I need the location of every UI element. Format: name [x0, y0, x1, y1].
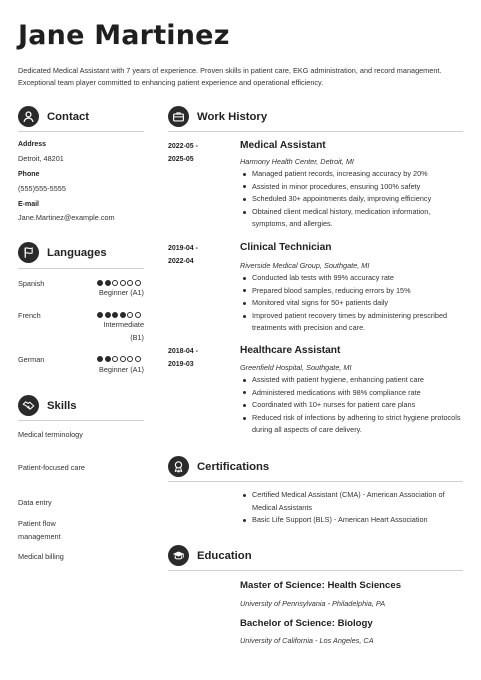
job-bullet: Assisted with patient hygiene, enhancing patient care — [240, 374, 465, 387]
skills-section-header — [18, 395, 77, 416]
contact-divider — [18, 131, 144, 132]
certification-list — [240, 489, 465, 527]
job-date-start: 2018-04 - — [168, 348, 198, 355]
job-date-start: 2019-04 - — [168, 245, 198, 252]
rating-dot-empty — [120, 280, 126, 286]
job-bullet: Conducted lab tests with 99% accuracy rate — [240, 272, 465, 285]
job-bullets — [240, 168, 465, 231]
language-rating — [97, 356, 141, 362]
ribbon-icon — [168, 456, 189, 477]
languages-divider — [18, 268, 144, 269]
rating-dot-filled — [112, 312, 118, 318]
job-bullet: Improved patient recovery times by administering prescribed treatments with precision and care. — [240, 310, 465, 335]
skill-item: Patient-focused care — [18, 463, 85, 472]
certification-item: Basic Life Support (BLS) - American Heart Association — [240, 514, 465, 527]
certifications-title: Certifications — [197, 460, 270, 473]
job-bullet: Managed patient records, increasing accuracy by 20% — [240, 168, 465, 181]
job-bullet: Prepared blood samples, reducing errors by 15% — [240, 285, 465, 298]
email-value[interactable]: Jane.Martinez@example.com — [18, 213, 115, 222]
job-bullets — [240, 272, 465, 335]
contact-title: Contact — [47, 110, 90, 123]
job-company: Harmony Health Center, Detroit, MI — [240, 157, 354, 166]
education-school: University of Pennsylvania - Philadelphia, PA — [240, 599, 386, 608]
rating-dot-empty — [112, 356, 118, 362]
education-school: University of California - Los Angeles, CA — [240, 636, 374, 645]
handshake-icon — [18, 395, 39, 416]
language-level: Intermediate — [103, 320, 144, 329]
flag-icon — [18, 242, 39, 263]
job-date-end: 2025-05 — [168, 156, 194, 163]
contact-section-header — [18, 106, 89, 127]
skill-item: Medical terminology — [18, 430, 83, 439]
work-history-section-header — [168, 106, 267, 127]
language-level: Beginner (A1) — [98, 365, 144, 374]
professional-summary: Dedicated Medical Assistant with 7 years of experience. Proven skills in patient care, EKG administration, and record management. Exceptional team player committed to enhancing patient experience and operational efficiency. — [18, 66, 442, 87]
certifications-section-header — [168, 456, 269, 477]
language-name: French — [18, 311, 41, 320]
languages-section-header — [18, 242, 107, 263]
job-title: Healthcare Assistant — [240, 345, 341, 356]
job-date-end: 2022-04 — [168, 258, 194, 265]
languages-title: Languages — [47, 246, 107, 259]
job-date-start: 2022-05 - — [168, 143, 198, 150]
graduation-cap-icon — [168, 545, 189, 566]
phone-value: (555)555-5555 — [18, 184, 66, 193]
rating-dot-filled — [105, 280, 111, 286]
job-date-end: 2019-03 — [168, 361, 194, 368]
education-degree: Master of Science: Health Sciences — [240, 580, 402, 591]
job-company: Riverside Medical Group, Southgate, MI — [240, 261, 370, 270]
skill-item: Medical billing — [18, 552, 64, 561]
certification-item: Certified Medical Assistant (CMA) - American Association of Medical Assistants — [240, 489, 465, 514]
job-bullet: Coordinated with 10+ nurses for patient care plans — [240, 399, 465, 412]
briefcase-icon — [168, 106, 189, 127]
rating-dot-empty — [120, 356, 126, 362]
rating-dot-empty — [112, 280, 118, 286]
person-icon — [18, 106, 39, 127]
work-history-divider — [168, 131, 463, 132]
job-bullet: Monitored vital signs for 50+ patients daily — [240, 297, 465, 310]
rating-dot-empty — [135, 280, 141, 286]
job-title: Medical Assistant — [240, 140, 326, 151]
language-name: Spanish — [18, 279, 45, 288]
email-label: E-mail — [18, 201, 40, 208]
address-value: Detroit, 48201 — [18, 154, 64, 163]
language-level-detail: (B1) — [130, 333, 144, 342]
rating-dot-empty — [135, 312, 141, 318]
skill-item: Data entry — [18, 498, 52, 507]
rating-dot-filled — [120, 312, 126, 318]
language-rating — [97, 312, 141, 318]
job-bullet: Assisted in minor procedures, ensuring 100% safety — [240, 181, 465, 194]
phone-label: Phone — [18, 171, 40, 178]
rating-dot-filled — [105, 312, 111, 318]
rating-dot-empty — [127, 312, 133, 318]
rating-dot-empty — [127, 356, 133, 362]
job-bullet: Scheduled 30+ appointments daily, improving efficiency — [240, 193, 465, 206]
language-rating — [97, 280, 141, 286]
job-bullet: Obtained client medical history, medication information, symptoms, and allergies. — [240, 206, 465, 231]
skill-item: Patient flow management — [18, 519, 61, 541]
rating-dot-filled — [105, 356, 111, 362]
language-name: German — [18, 355, 45, 364]
education-degree: Bachelor of Science: Biology — [240, 618, 373, 629]
rating-dot-empty — [135, 356, 141, 362]
work-history-title: Work History — [197, 110, 268, 123]
education-divider — [168, 570, 463, 571]
rating-dot-filled — [97, 356, 103, 362]
job-bullet: Administered medications with 98% compliance rate — [240, 387, 465, 400]
skills-title: Skills — [47, 399, 77, 412]
job-company: Greenfield Hospital, Southgate, MI — [240, 363, 352, 372]
job-bullet: Reduced risk of infections by adhering to strict hygiene protocols during all aspects of care delivery. — [240, 412, 465, 437]
education-title: Education — [197, 549, 252, 562]
education-section-header — [168, 545, 252, 566]
candidate-name: Jane Martinez — [18, 20, 230, 51]
rating-dot-filled — [97, 280, 103, 286]
rating-dot-filled — [97, 312, 103, 318]
job-title: Clinical Technician — [240, 242, 332, 253]
rating-dot-empty — [127, 280, 133, 286]
language-level: Beginner (A1) — [98, 288, 144, 297]
skills-divider — [18, 420, 144, 421]
address-label: Address — [18, 141, 47, 148]
job-bullets — [240, 374, 465, 437]
certifications-divider — [168, 481, 463, 482]
